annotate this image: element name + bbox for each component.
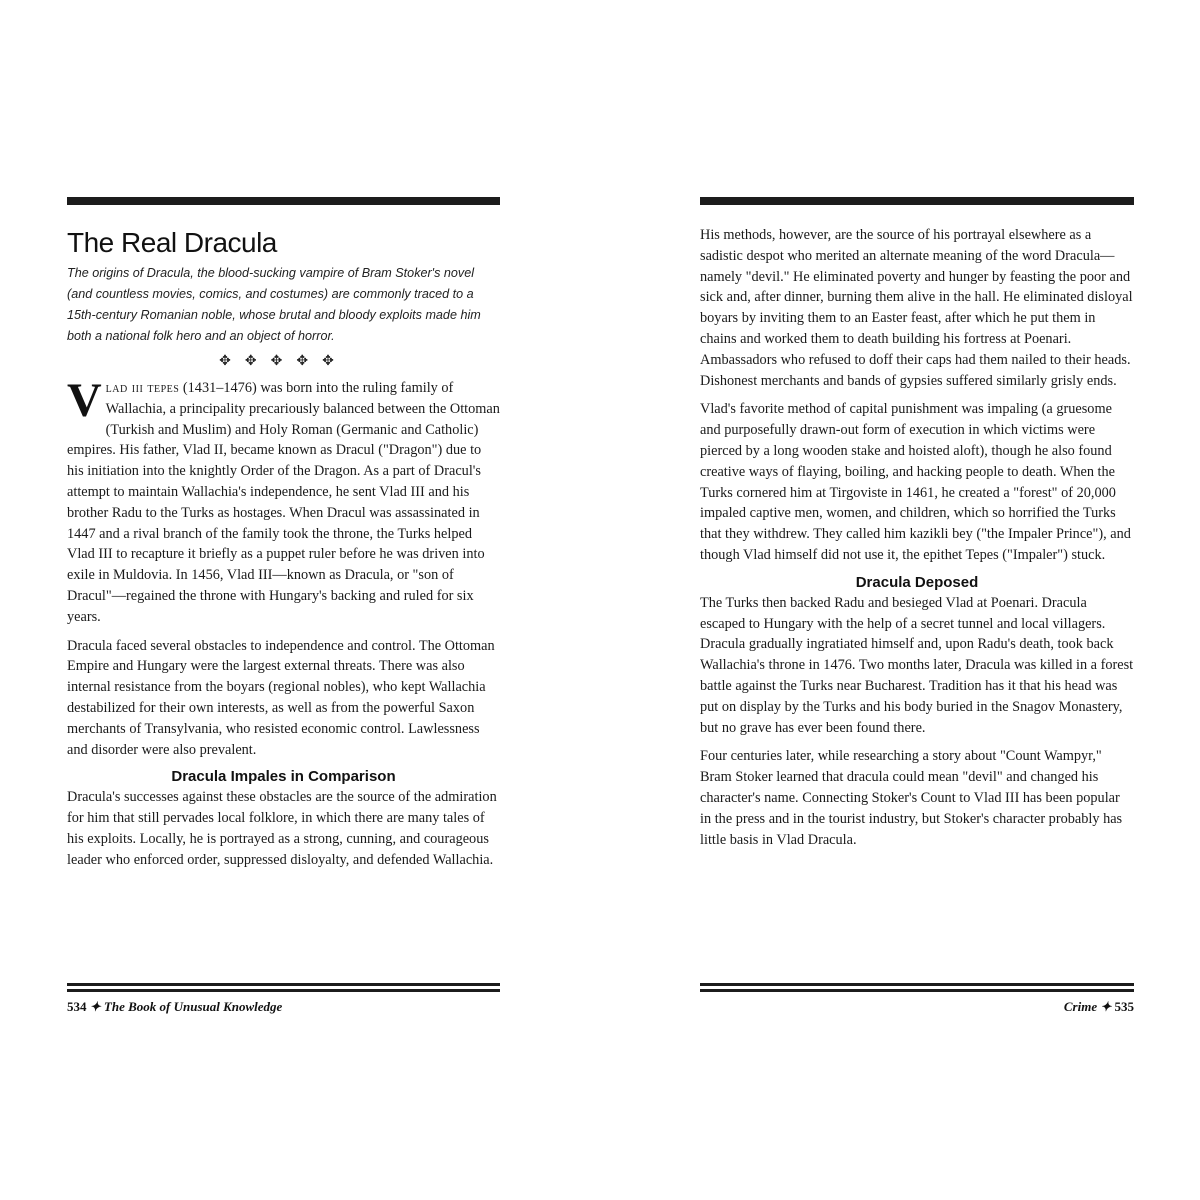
running-title: Crime xyxy=(1063,999,1098,1014)
footer-separator: ✦ xyxy=(1097,999,1115,1014)
paragraph-text: (1431–1476) was born into the ruling family of Wallachia, a principality precariously balanced between the Ottoman (Turkish and Muslim) and Holy Roman (Germanic and Catholic) empires. His father, Vlad II, became known as Dracul ("Dragon") due to his initiation into the knightly Order of the Dragon. As a part of Dracul's attempt to maintain Wallachia's independence, he sent Vlad III and his brother Radu to the Turks as hostages. When Dracul was assassinated in 1447 and a rival branch of the family took the throne, the Turks helped Vlad III to recapture it briefly as a puppet ruler before he was driven into exile in Muldovia. In 1456, Vlad III—known as Dracula, or "son of Dracul"—regained the throne with Hungary's backing and ruled for six years. xyxy=(67,380,500,625)
bottom-rule xyxy=(67,983,500,992)
left-page xyxy=(67,197,500,1014)
page-number: 535 xyxy=(1114,999,1134,1014)
ornament-divider: ✥✥✥✥✥ xyxy=(219,354,348,369)
footer-separator: ✦ xyxy=(86,999,104,1014)
top-rule xyxy=(700,197,1134,205)
page-number: 534 xyxy=(67,999,87,1014)
body-paragraph: Four centuries later, while researching a story about "Count Wampyr," Bram Stoker learned that dracula could mean "devil" and changed his character's name. Connecting Stoker's Count to Vlad III has been popular in the press and in the tourist industry, but Stoker's character probably has little basis in Vlad Dracula. xyxy=(700,748,1123,848)
body-paragraph: Vlad's favorite method of capital punishment was impaling (a gruesome and purposefully drawn-out form of execution in which victims were pierced by a long wooden stake and hoisted aloft), though he also found creative ways of flaying, boiling, and hacking people to death. When the Turks cornered him at Tirgoviste in 1461, he created a "forest" of 20,000 impaled captive men, women, and children, which so horrified the Turks that they withdrew. They called him kazikli bey ("the Impaler Prince"), and though Vlad himself did not use it, the epithet Tepes ("Impaler") stuck. xyxy=(700,401,1131,563)
running-title: The Book of Unusual Knowledge xyxy=(103,999,283,1014)
section-heading: Dracula Impales in Comparison xyxy=(171,768,396,786)
lead-in-smallcaps: lad iii tepes xyxy=(105,380,180,396)
body-paragraph: Dracula's successes against these obstacles are the source of the admiration for him that still pervades local folklore, in which there are many tales of his exploits. Locally, he is portrayed as a strong, cunning, and courageous leader who enforced order, suppressed disloyalty, and defended Wallachia. xyxy=(67,789,497,868)
body-paragraph: The Turks then backed Radu and besieged Vlad at Poenari. Dracula escaped to Hungary with the help of a secret tunnel and local villagers. Dracula gradually ingratiated himself and, upon Radu's death, took back Wallachia's throne in 1476. Two months later, Dracula was killed in a forest battle against the Turks near Bucharest. Tradition has it that his head was put on display by the Turks and his body buried in the Snagov Monastery, but no grave has ever been found there. xyxy=(700,594,1134,736)
body-paragraph: His methods, however, are the source of his portrayal elsewhere as a sadistic despot who merited an alternate meaning of the word Dracula—namely "devil." He eliminated poverty and hunger by feasting the poor and sick and, after dinner, burning them alive in the hall. He eliminated disloyal boyars by inviting them to an Easter feast, after which he put them in chains and worked them to death building his fortress at Poenari. Ambassadors who refused to doff their caps had them nailed to their heads. Dishonest merchants and bands of gypsies suffered similarly grisly ends. xyxy=(700,227,1133,389)
body-paragraph xyxy=(67,374,500,628)
page-title: The Real Dracula xyxy=(67,227,277,258)
intro-paragraph: The origins of Dracula, the blood-sucking vampire of Bram Stoker's novel (and countless movies, comics, and costumes) are commonly traced to a 15th-century Romanian noble, whose brutal and bloody exploits made him both a national folk hero and an object of horror. xyxy=(67,266,481,343)
bottom-rule xyxy=(700,983,1134,992)
page-footer xyxy=(1064,999,1134,1015)
top-rule xyxy=(67,197,500,205)
body-paragraph: Dracula faced several obstacles to independence and control. The Ottoman Empire and Hungary were the largest external threats. There was also internal resistance from the boyars (regional nobles), who kept Wallachia destabilized for their own interests, as well as from the powerful Saxon merchants of Transylvania, who resisted economic control. Lawlessness and disorder were also prevalent. xyxy=(67,637,495,758)
right-page xyxy=(700,197,1134,1014)
section-heading: Dracula Deposed xyxy=(855,573,979,591)
drop-cap: V xyxy=(67,374,102,427)
page-footer xyxy=(67,999,282,1015)
